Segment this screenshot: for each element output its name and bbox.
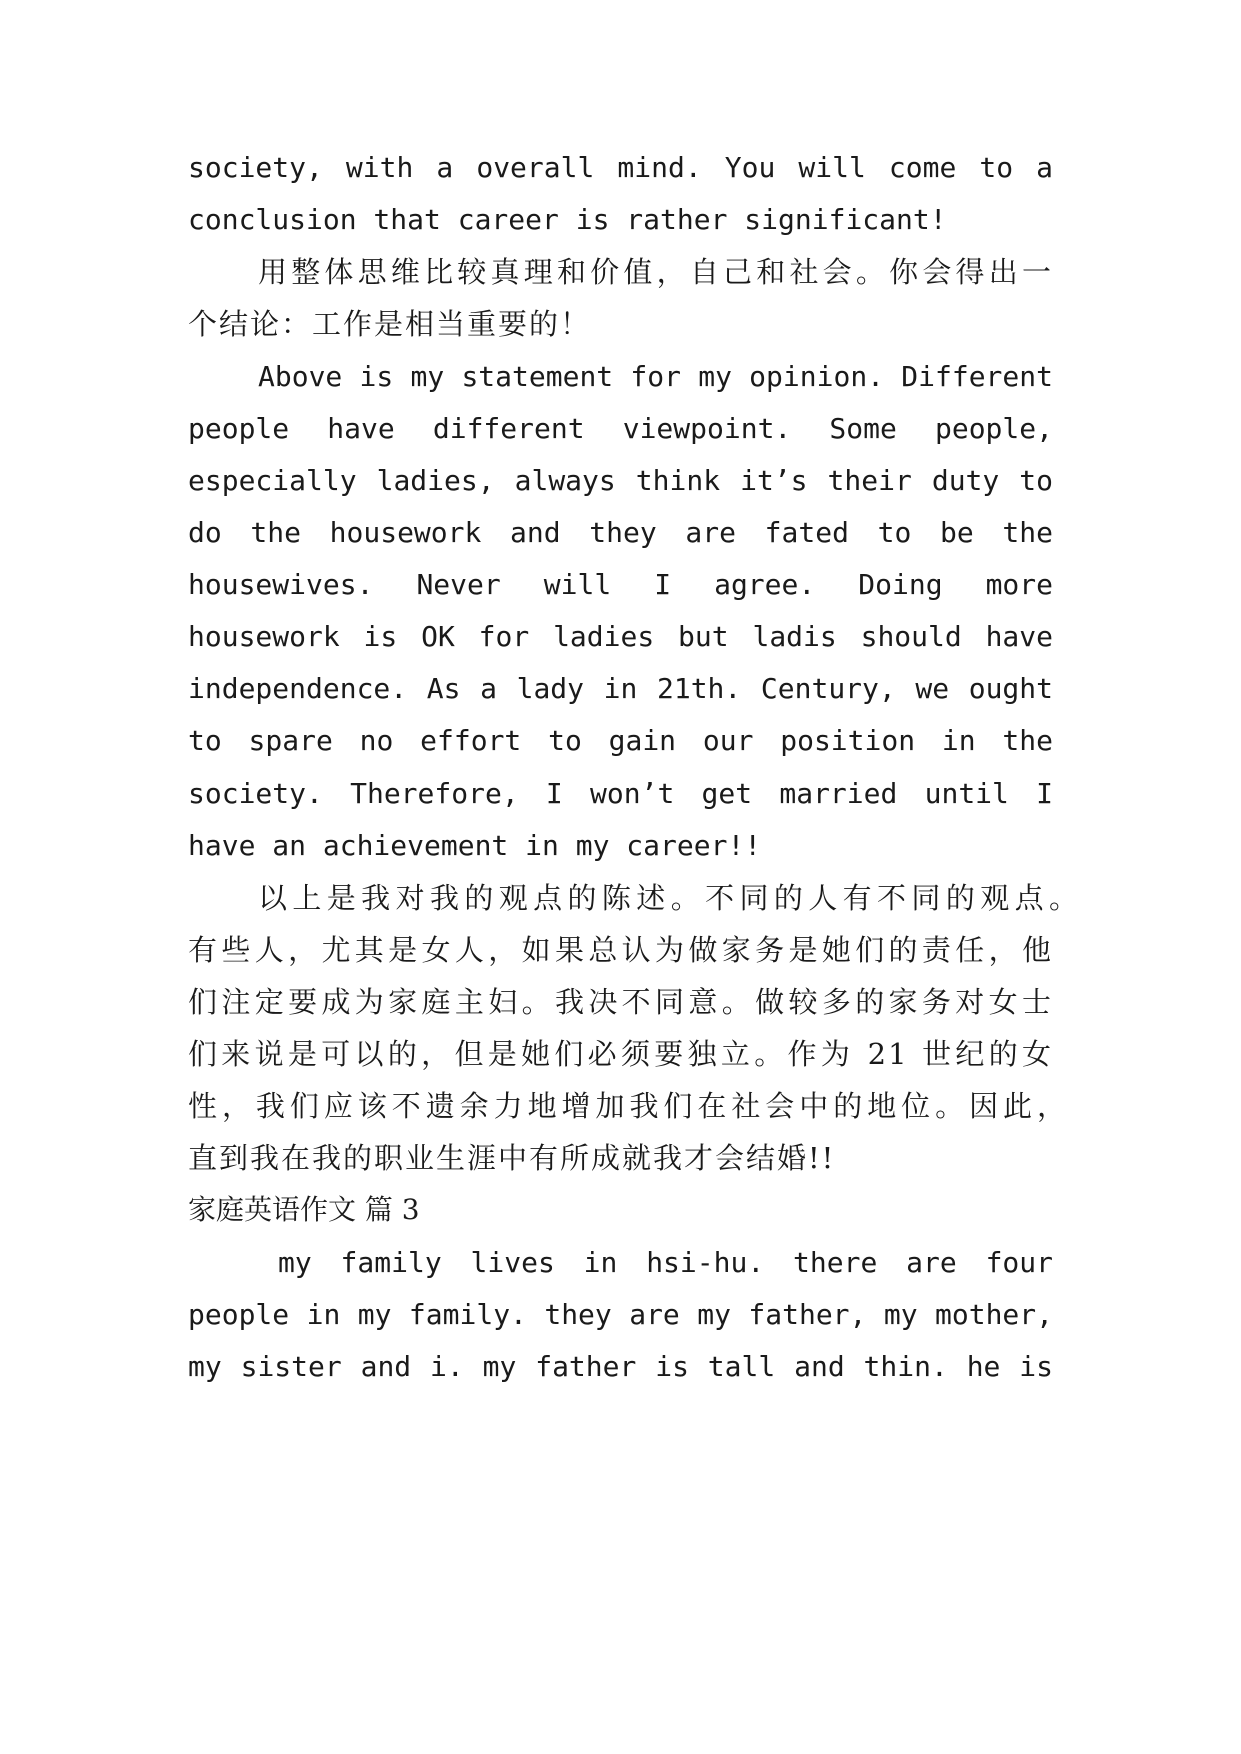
text-line: 性，我们应该不遗余力地增加我们在社会中的地位。因此， xyxy=(188,1089,1068,1123)
text-line: to spare no effort to gain our position in the xyxy=(188,724,1053,757)
text-line: 们来说是可以的，但是她们必须要独立。作为 21 世纪的女 xyxy=(188,1037,1053,1071)
text-line: 以上是我对我的观点的陈述。不同的人有不同的观点。 xyxy=(258,881,1080,915)
text-line: 用整体思维比较真理和价值，自己和社会。你会得出一 xyxy=(258,255,1053,289)
text-line: have an achievement in my career!! xyxy=(188,829,762,862)
text-line: conclusion that career is rather significant! xyxy=(188,203,947,236)
text-line: people in my family. they are my father, my mother, xyxy=(188,1298,1053,1331)
text-line: society, with a overall mind. You will come to a xyxy=(188,151,1053,184)
text-line: do the housework and they are fated to be the xyxy=(188,516,1053,549)
section-heading: 家庭英语作文 篇 3 xyxy=(188,1193,420,1226)
text-line: 个结论：工作是相当重要的！ xyxy=(188,307,592,341)
text-line: housework is OK for ladies but ladis should have xyxy=(188,620,1053,653)
text-line: Above is my statement for my opinion. Different xyxy=(258,360,1053,393)
text-line: housewives. Never will I agree. Doing more xyxy=(188,568,1053,601)
text-line: independence. As a lady in 21th. Century, we ought xyxy=(188,672,1053,705)
text-line: 直到我在我的职业生涯中有所成就我才会结婚!! xyxy=(188,1141,836,1175)
text-line: society. Therefore, I won’t get married until I xyxy=(188,777,1053,810)
text-line: 们注定要成为家庭主妇。我决不同意。做较多的家务对女士 xyxy=(188,985,1053,1019)
text-line: especially ladies, always think it’s their duty to xyxy=(188,464,1053,497)
text-line: people have different viewpoint. Some people, xyxy=(188,412,1053,445)
text-line: my sister and i. my father is tall and thin. he is xyxy=(188,1350,1053,1383)
text-line: 有些人，尤其是女人，如果总认为做家务是她们的责任，他 xyxy=(188,933,1053,967)
text-line: my family lives in hsi-hu. there are four xyxy=(278,1246,1053,1279)
